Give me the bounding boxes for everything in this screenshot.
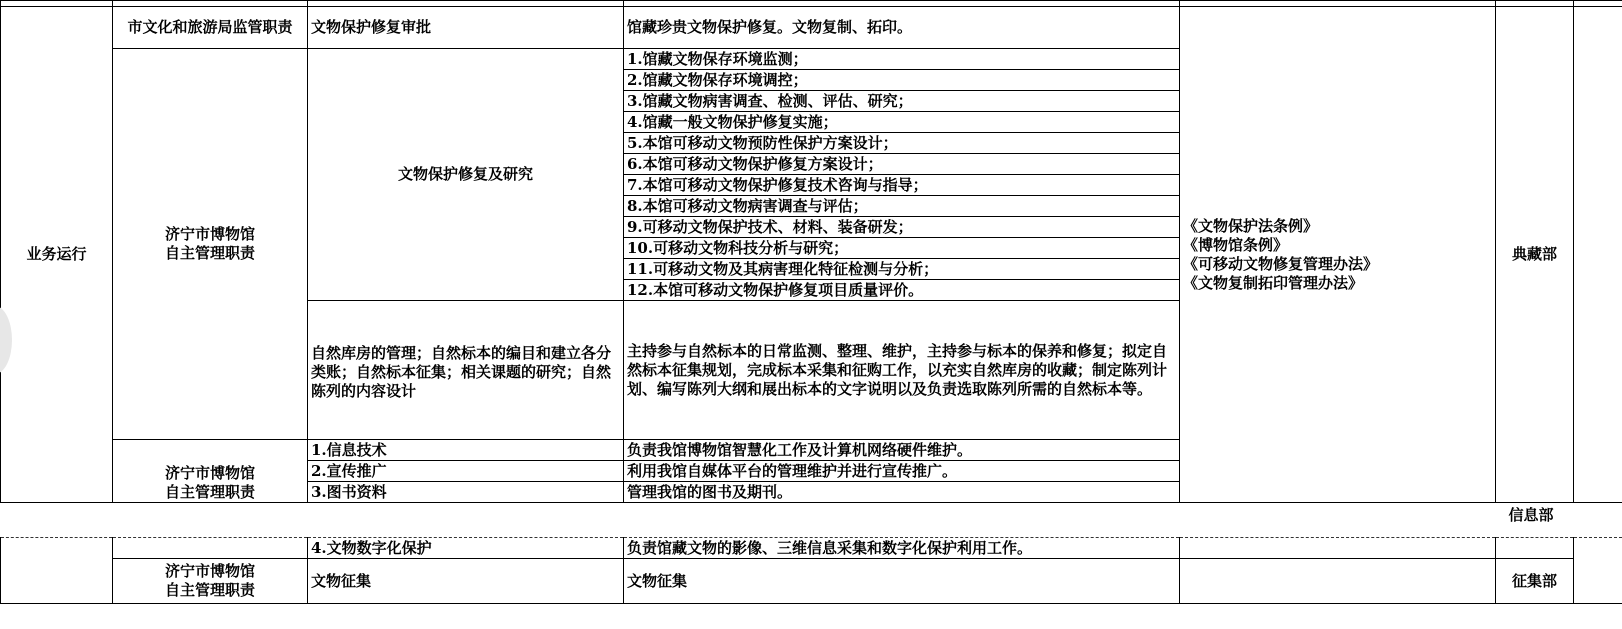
- list-item: 8.本馆可移动文物病害调查与评估；: [624, 196, 1180, 217]
- basis-line: 《可移动文物修复管理办法》: [1183, 254, 1379, 273]
- responsible-cell: 市文化和旅游局监管职责: [113, 7, 308, 49]
- list-item: 3.馆藏文物病害调查、检测、评估、研究；: [624, 91, 1180, 112]
- list-item: 4.馆藏一般文物保护修复实施；: [624, 112, 1180, 133]
- list-item: 6.本馆可移动文物保护修复方案设计；: [624, 154, 1180, 175]
- department-label: 征集部: [1511, 571, 1557, 590]
- basis-cell: [1180, 7, 1496, 503]
- responsibility-table-continued: [0, 537, 1622, 604]
- table-row: [1, 538, 1622, 559]
- list-item: 2.馆藏文物保存环境调控；: [624, 70, 1180, 91]
- basis-line: 《文物复制拓印管理办法》: [1183, 273, 1364, 292]
- content-cell: 馆藏珍贵文物保护修复。文物复制、拓印。: [624, 7, 1180, 49]
- list-item: 12.本馆可移动文物保护修复项目质量评价。: [624, 280, 1180, 301]
- content-cell: 主持参与自然标本的日常监测、整理、维护，主持参与标本的保养和修复；拟定自然标本征集规划，完成标本采集和征购工作，以充实自然库房的收藏；制定陈列计划、编写陈列大纲和展出标本的文字说明以及负责选取陈列所需的自然标本等。: [624, 301, 1180, 440]
- list-item: 9.可移动文物保护技术、材料、装备研发；: [624, 217, 1180, 238]
- department-cell: [1496, 559, 1574, 604]
- content-cell: 负责馆藏文物的影像、三维信息采集和数字化保护利用工作。: [624, 538, 1180, 559]
- responsible-cell: 济宁市博物馆 自主管理职责: [113, 440, 308, 503]
- content-cell: 负责我馆博物馆智慧化工作及计算机网络硬件维护。: [624, 440, 1180, 461]
- item-cell: 3.图书资料: [308, 482, 624, 503]
- item-cell: 文物征集: [308, 559, 624, 604]
- basis-line: 《文物保护法条例》: [1183, 216, 1319, 235]
- list-item: 5.本馆可移动文物预防性保护方案设计；: [624, 133, 1180, 154]
- table-row: [1, 7, 1622, 49]
- department-label: 典藏部: [1511, 245, 1557, 263]
- responsible-cell: 济宁市博物馆 自主管理职责: [113, 49, 308, 440]
- content-cell: 文物征集: [624, 559, 1180, 604]
- item-cell: 4.文物数字化保护: [308, 538, 624, 559]
- item-cell: 2.宣传推广: [308, 461, 624, 482]
- content-cell: 管理我馆的图书及期刊。: [624, 482, 1180, 503]
- list-item: 1.馆藏文物保存环境监测；: [624, 49, 1180, 70]
- category-cell: 业务运行: [1, 7, 113, 503]
- content-cell: 利用我馆自媒体平台的管理维护并进行宣传推广。: [624, 461, 1180, 482]
- item-cell: 文物保护修复及研究: [308, 49, 624, 301]
- department-label-info: 信息部: [1502, 506, 1560, 525]
- table-row: [1, 559, 1622, 604]
- item-cell: 自然库房的管理；自然标本的编目和建立各分类账；自然标本征集；相关课题的研究；自然陈列的内容设计: [308, 301, 624, 440]
- basis-line: 《博物馆条例》: [1183, 235, 1289, 254]
- list-item: 11.可移动文物及其病害理化特征检测与分析；: [624, 259, 1180, 280]
- department-cell: [1496, 7, 1574, 503]
- item-cell: 1.信息技术: [308, 440, 624, 461]
- responsible-cell: 济宁市博物馆 自主管理职责: [113, 559, 308, 604]
- item-cell: 文物保护修复审批: [308, 7, 624, 49]
- list-item: 7.本馆可移动文物保护修复技术咨询与指导；: [624, 175, 1180, 196]
- list-item: 10.可移动文物科技分析与研究；: [624, 238, 1180, 259]
